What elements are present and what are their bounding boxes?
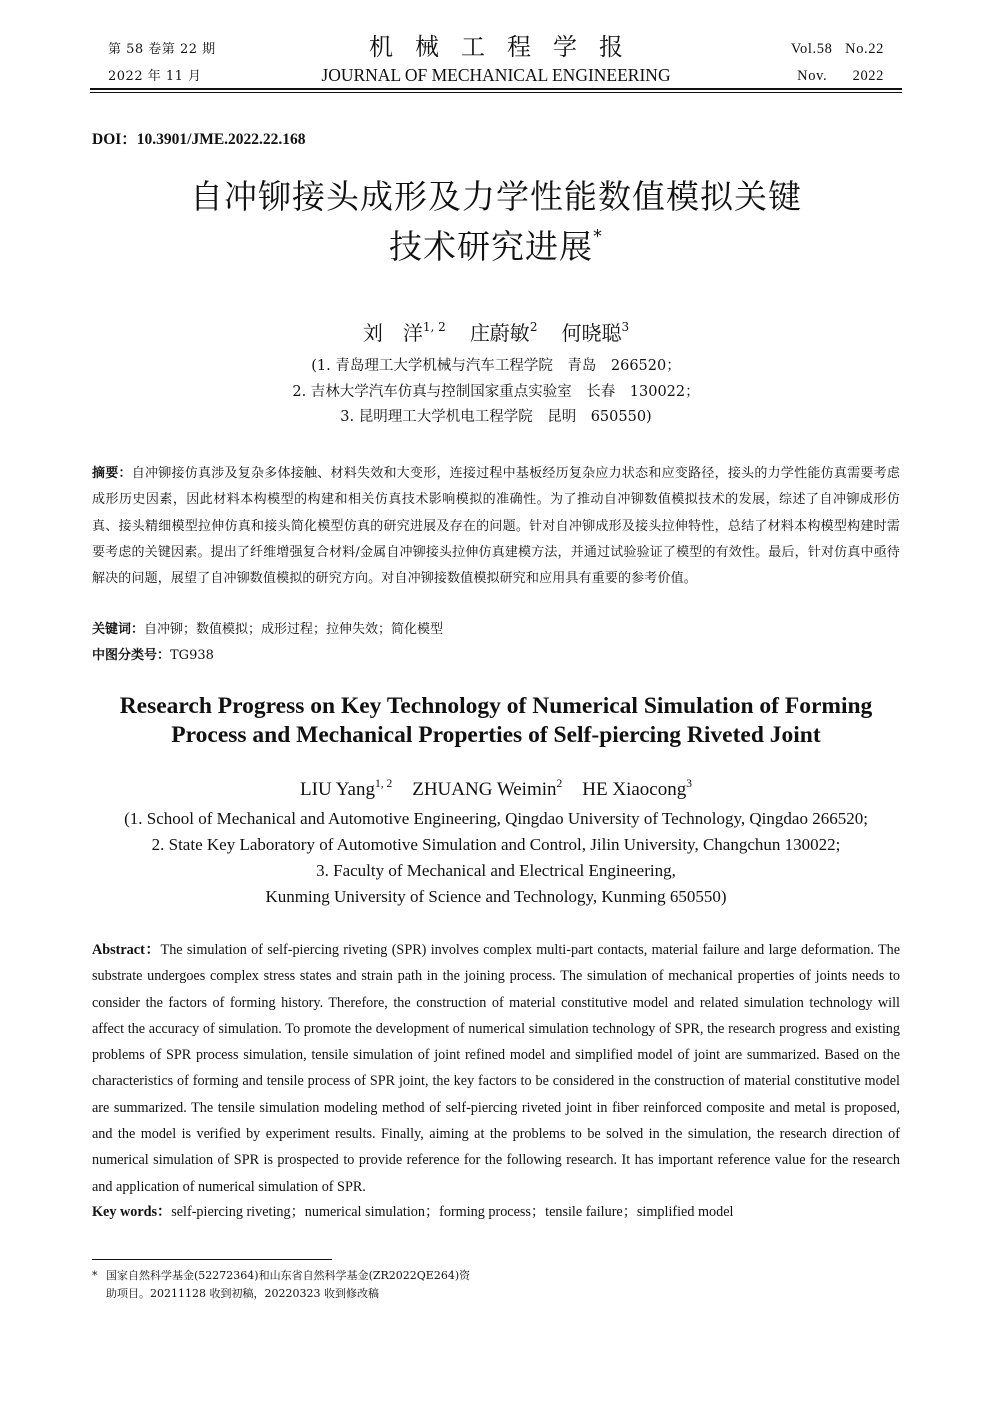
keywords-en-label: Key words：: [92, 1204, 172, 1220]
doi: DOI：10.3901/JME.2022.22.168: [92, 131, 306, 148]
author-cn-1-affil: 1, 2: [422, 320, 446, 334]
header-rule-thick: [90, 88, 902, 90]
month-en: Nov.: [797, 68, 828, 84]
affiliation-en-4: Kunming University of Science and Technology, Kunming 650550): [265, 887, 727, 906]
abstract-en: [92, 937, 900, 1200]
affiliation-en-3: 3. Faculty of Mechanical and Electrical Engineering,: [316, 861, 676, 880]
keywords-en: [92, 1199, 900, 1225]
abstract-en-text: The simulation of self-piercing riveting (SPR) involves complex multi-part contacts, material failure and large deformation. The substrate undergoes complex stress states and strain path in the joining process. The simulation of mechanical properties of joints needs to consider the factors of forming history. Therefore, the construction of material constitutive model and related simulation technology will affect the accuracy of simulation. To promote the development of numerical simulation technology of SPR, the research progress and existing problems of SPR process simulation, tensile simulation of joint refined model and simplified model of joint are summarized. Based on the characteristics of forming and tensile process of SPR joint, the key factors to be considered in the construction of material constitutive model are summarized. The tensile simulation modeling method of self-piercing riveted joint in fiber reinforced composite and metal is proposed, and the model is verified by experiment results. Finally, aiming at the problems to be solved in the simulation, the research direction of numerical simulation of SPR is prospected to provide reference for the following research. It has important reference value for the research and application of numerical simulation of SPR.: [92, 942, 900, 1195]
journal-header: [90, 32, 902, 92]
authors-cn: [90, 318, 902, 348]
title-cn-line2: 技术研究进展: [389, 227, 593, 266]
author-cn-1: 刘 洋: [362, 321, 423, 345]
keywords-cn-text: 自冲铆；数值模拟；成形过程；拉伸失效；简化模型: [144, 622, 444, 637]
classification-cn-label: 中图分类号：: [92, 648, 171, 663]
affiliation-en-1: (1. School of Mechanical and Automotive Engineering, Qingdao University of Technology, Qingdao 266520;: [124, 809, 868, 828]
title-cn-line1: 自冲铆接头成形及力学性能数值模拟关键: [190, 177, 802, 216]
title-en: [90, 692, 902, 750]
footnote-line2: 助项目。20211128 收到初稿，20220323 收到修改稿: [106, 1287, 379, 1300]
footnote: [92, 1267, 512, 1303]
affiliations-cn: [90, 354, 902, 431]
keywords-cn-label: 关键词：: [92, 622, 145, 637]
title-cn: [90, 172, 902, 272]
affiliation-cn-3: 3. 昆明理工大学机电工程学院 昆明 650550): [340, 409, 652, 425]
keywords-en-text: self-piercing riveting；numerical simulation；forming process；tensile failure；simplified model: [171, 1204, 734, 1220]
header-right: [791, 36, 884, 90]
affiliations-en: [90, 806, 902, 910]
affiliation-cn-2: 2. 吉林大学汽车仿真与控制国家重点实验室 长春 130022；: [292, 383, 700, 400]
date-cn: 2022 年 11 月: [108, 69, 202, 84]
classification-cn: [92, 643, 900, 669]
author-en-3: HE Xiaocong: [582, 779, 687, 800]
affiliation-en-2: 2. State Key Laboratory of Automotive Simulation and Control, Jilin University, Changchun 130022;: [151, 835, 841, 854]
author-en-2: ZHUANG Weimin: [412, 779, 557, 800]
title-en-line1: Research Progress on Key Technology of Numerical Simulation of Forming: [119, 693, 873, 719]
abstract-en-label: Abstract：: [92, 942, 161, 958]
author-en-1: LIU Yang: [300, 779, 375, 800]
author-cn-2-affil: 2: [529, 320, 538, 334]
footnote-line1: 国家自然科学基金(52272364)和山东省自然科学基金(ZR2022QE264)资: [106, 1269, 471, 1282]
volume-issue-cn: 第 58 卷第 22 期: [108, 42, 216, 57]
classification-cn-text: TG938: [170, 648, 214, 663]
author-cn-3-affil: 3: [621, 320, 630, 334]
footnote-mark: *: [92, 1269, 98, 1282]
abstract-cn-text: 自冲铆接仿真涉及复杂多体接触、材料失效和大变形，连接过程中基板经历复杂应力状态和应变路径，接头的力学性能仿真需要考虑成形历史因素，因此材料本构模型的构建和相关仿真技术影响模拟的准确性。为了推动自冲铆数值模拟技术的发展，综述了自冲铆成形仿真、接头精细模型拉伸仿真和接头简化模型仿真的研究进展及存在的问题。针对自冲铆成形及接头拉伸特性，总结了材料本构模型构建时需要考虑的关键因素。提出了纤维增强复合材料/金属自冲铆接头拉伸仿真建模方法，并通过试验验证了模型的有效性。最后，针对仿真中亟待解决的问题，展望了自冲铆数值模拟的研究方向。对自冲铆接数值模拟研究和应用具有重要的参考价值。: [92, 466, 901, 587]
volume-en: Vol.58: [790, 41, 833, 57]
author-en-1-affil: 1, 2: [374, 778, 393, 790]
keywords-cn: [92, 617, 900, 643]
author-cn-3: 何晓聪: [561, 321, 622, 345]
title-en-line2: Process and Mechanical Properties of Self-piercing Riveted Joint: [171, 722, 821, 748]
abstract-cn: [92, 461, 900, 592]
header-center: [90, 32, 902, 88]
author-en-3-affil: 3: [686, 778, 692, 790]
abstract-cn-label: 摘要：: [92, 466, 132, 481]
footnote-rule: [92, 1259, 332, 1260]
title-footnote-mark: *: [593, 226, 603, 247]
journal-name-cn: 机械工程学报: [369, 33, 645, 61]
issue-en: No.22: [845, 41, 884, 57]
year-en: 2022: [852, 68, 884, 84]
author-cn-2: 庄蔚敏: [469, 321, 530, 345]
header-rule-thin: [90, 92, 902, 93]
journal-name-en: JOURNAL OF MECHANICAL ENGINEERING: [321, 65, 671, 85]
authors-en: [90, 776, 902, 804]
author-en-2-affil: 2: [556, 778, 563, 790]
affiliation-cn-1: (1. 青岛理工大学机械与汽车工程学院 青岛 266520；: [311, 358, 681, 374]
